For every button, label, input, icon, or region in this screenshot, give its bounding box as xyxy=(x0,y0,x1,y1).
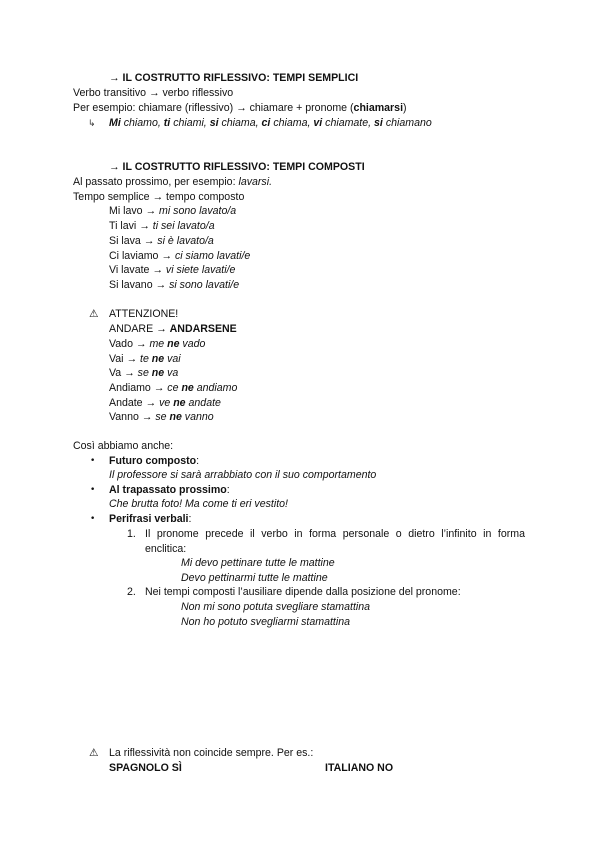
verb-chiamate: chiamate, xyxy=(322,117,375,129)
bullet-icon: • xyxy=(90,514,96,524)
andarsene-text: ANDARSENE xyxy=(169,323,237,335)
andare-text: ANDARE → xyxy=(109,323,170,335)
conj-simple: Si lava → xyxy=(109,235,158,247)
form-pronoun: te xyxy=(140,353,152,365)
futuro-colon: : xyxy=(196,455,200,467)
conjugation-line xyxy=(109,117,432,130)
form-ne: ne xyxy=(181,382,194,394)
cosi-intro: Così abbiamo anche: xyxy=(73,440,174,452)
form-plain: Va → xyxy=(109,367,138,379)
pronoun-si: si xyxy=(209,117,219,129)
futuro-heading xyxy=(109,455,199,468)
column-heading-italiano: ITALIANO NO xyxy=(325,762,394,774)
verb-chiama-2: chiama, xyxy=(270,117,314,129)
pronoun-ci: ci xyxy=(261,117,271,129)
form-ne: ne xyxy=(151,353,165,365)
passato-intro xyxy=(73,176,272,189)
example-bold-term: chiamarsi xyxy=(353,102,404,114)
form-verb: vanno xyxy=(181,411,214,423)
verb-chiamo: chiamo, xyxy=(120,117,164,129)
perifrasi-example: Non ho potuto svegliarmi stamattina xyxy=(181,616,350,628)
perifrasi-example: Devo pettinarmi tutte le mattine xyxy=(181,572,328,584)
definition-line: Verbo transitivo → verbo riflessivo xyxy=(73,87,234,99)
futuro-label: Futuro composto xyxy=(109,455,197,467)
passato-intro-verb: lavarsi. xyxy=(238,176,273,188)
pronoun-vi: vi xyxy=(313,117,323,129)
futuro-example: Il professore si sarà arrabbiato con il suo comportamento xyxy=(109,469,377,481)
form-pronoun: ce xyxy=(167,382,182,394)
form-pronoun: se xyxy=(137,367,152,379)
trapassato-colon: : xyxy=(226,484,230,496)
conj-compound: ti sei lavato/a xyxy=(152,220,215,232)
trapassato-example: Che brutta foto! Ma come ti eri vestito! xyxy=(109,498,288,510)
list-number: 1. xyxy=(127,528,136,540)
conj-row xyxy=(109,205,236,218)
conj-row xyxy=(109,235,214,248)
andarsene-row xyxy=(109,382,237,395)
form-ne: ne xyxy=(173,397,186,409)
tempo-line: Tempo semplice → tempo composto xyxy=(73,191,245,203)
perifrasi-colon: : xyxy=(188,513,192,525)
passato-intro-text: Al passato prossimo, per esempio: xyxy=(73,176,239,188)
pronoun-mi: Mi xyxy=(109,117,121,129)
attention-label: ATTENZIONE! xyxy=(109,308,179,320)
perifrasi-rule-1-cont: enclitica: xyxy=(145,543,187,555)
form-plain: Vado → xyxy=(109,338,150,350)
andarsene-row xyxy=(109,411,214,424)
andarsene-row xyxy=(109,338,205,351)
conj-row xyxy=(109,264,235,277)
conj-row xyxy=(109,279,239,292)
verb-chiamano: chiamano xyxy=(382,117,432,129)
perifrasi-example: Non mi sono potuta svegliare stamattina xyxy=(181,601,371,613)
example-line xyxy=(73,102,407,115)
perifrasi-label: Perifrasi verbali xyxy=(109,513,189,525)
section-title-tempi-semplici: → IL COSTRUTTO RIFLESSIVO: TEMPI SEMPLICI xyxy=(109,72,359,84)
form-plain: Andate → xyxy=(109,397,160,409)
example-close: ) xyxy=(403,102,407,114)
form-ne: ne xyxy=(167,338,180,350)
form-plain: Andiamo → xyxy=(109,382,168,394)
conj-row xyxy=(109,220,215,233)
form-pronoun: se xyxy=(155,411,170,423)
form-verb: andiamo xyxy=(193,382,238,394)
list-number: 2. xyxy=(127,586,136,598)
example-text: Per esempio: chiamare (riflessivo) → chiamare + pronome ( xyxy=(73,102,354,114)
form-verb: andate xyxy=(185,397,221,409)
perifrasi-heading xyxy=(109,513,191,526)
form-verb: vado xyxy=(179,338,206,350)
section-title-tempi-composti: → IL COSTRUTTO RIFLESSIVO: TEMPI COMPOSTI xyxy=(109,161,365,173)
trapassato-heading xyxy=(109,484,230,497)
andarsene-row xyxy=(109,367,178,380)
bullet-icon: • xyxy=(90,456,96,466)
verb-chiami: chiami, xyxy=(170,117,210,129)
conj-simple: Si lavano → xyxy=(109,279,170,291)
conj-compound: si è lavato/a xyxy=(157,235,214,247)
conj-compound: ci siamo lavati/e xyxy=(174,250,251,262)
conj-compound: mi sono lavato/a xyxy=(159,205,237,217)
andarsene-row xyxy=(109,397,221,410)
conj-simple: Ci laviamo → xyxy=(109,250,175,262)
form-pronoun: me xyxy=(149,338,168,350)
conj-compound: vi siete lavati/e xyxy=(165,264,236,276)
perifrasi-rule-2: Nei tempi composti l’ausiliare dipende dalla posizione del pronome: xyxy=(145,586,461,598)
form-plain: Vanno → xyxy=(109,411,156,423)
perifrasi-rule-1: Il pronome precede il verbo in forma personale o dietro l’infinito in forma xyxy=(145,528,525,540)
warning-icon: ⚠ xyxy=(89,308,99,320)
andarsene-row xyxy=(109,353,181,366)
column-heading-spagnolo: SPAGNOLO SÌ xyxy=(109,762,182,774)
pronoun-si-2: si xyxy=(374,117,383,129)
verb-chiama: chiama, xyxy=(218,117,262,129)
conj-simple: Mi lavo → xyxy=(109,205,160,217)
sub-item-arrow-icon: ↳ xyxy=(88,119,96,129)
conj-simple: Ti lavi → xyxy=(109,220,153,232)
perifrasi-example: Mi devo pettinare tutte le mattine xyxy=(181,557,335,569)
form-ne: ne xyxy=(151,367,165,379)
bullet-icon: • xyxy=(90,485,96,495)
conj-simple: Vi lavate → xyxy=(109,264,166,276)
trapassato-label: Al trapassato prossimo xyxy=(109,484,227,496)
form-ne: ne xyxy=(169,411,182,423)
warning-icon: ⚠ xyxy=(89,747,99,759)
conj-row xyxy=(109,250,250,263)
form-plain: Vai → xyxy=(109,353,141,365)
form-pronoun: ve xyxy=(159,397,174,409)
andare-heading xyxy=(109,323,237,336)
final-note: La riflessività non coincide sempre. Per es.: xyxy=(109,747,314,759)
conj-compound: si sono lavati/e xyxy=(169,279,240,291)
form-verb: va xyxy=(164,367,179,379)
pronoun-ti: ti xyxy=(163,117,171,129)
form-verb: vai xyxy=(164,353,181,365)
